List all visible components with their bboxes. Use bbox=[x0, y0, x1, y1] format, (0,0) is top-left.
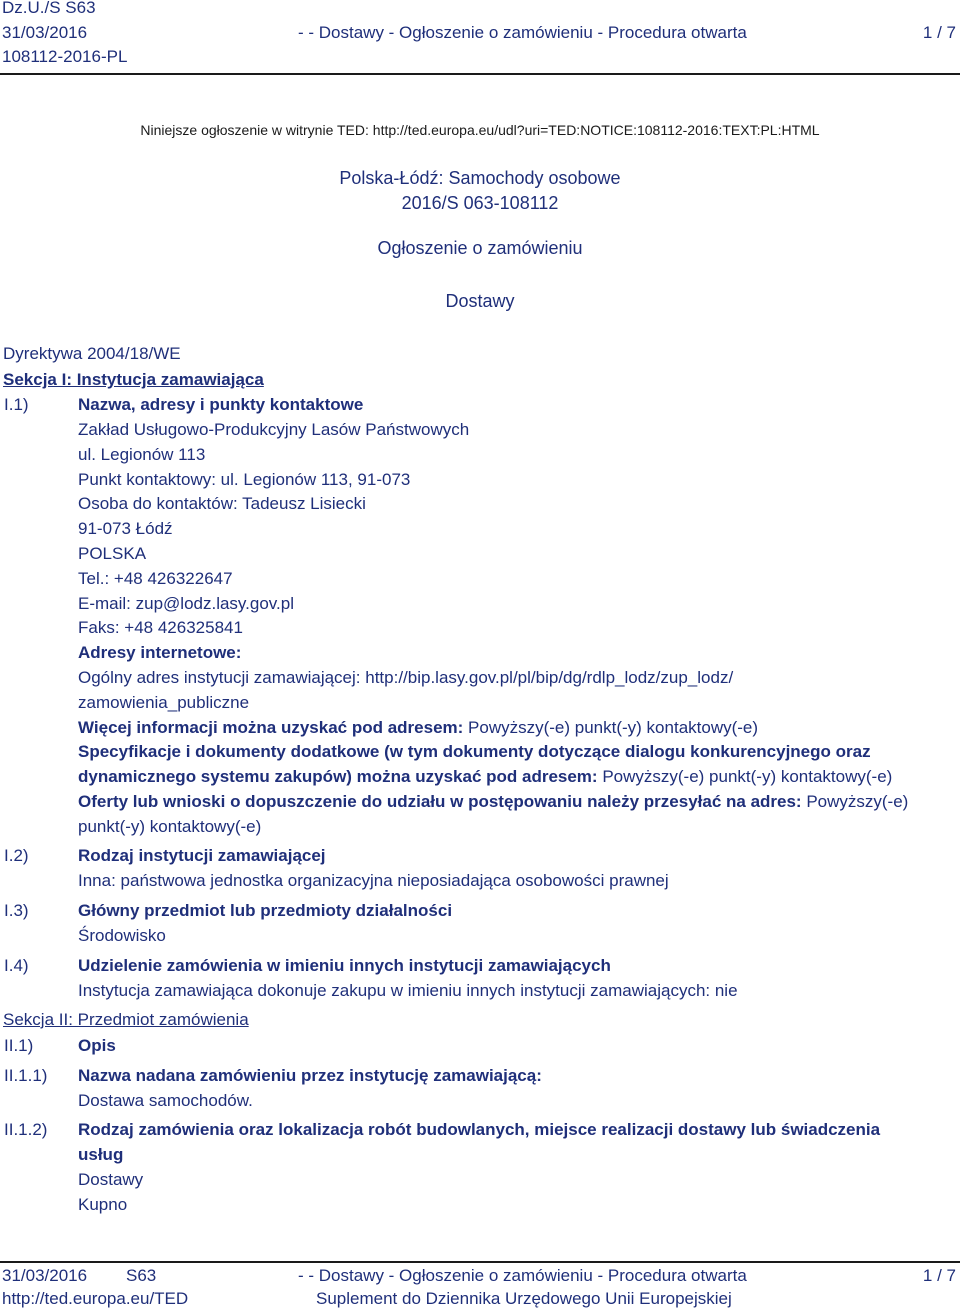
i3-value: Środowisko bbox=[78, 926, 166, 945]
ii1-title: Opis bbox=[78, 1036, 116, 1055]
footer-date: 31/03/2016 bbox=[2, 1266, 88, 1285]
street: ul. Legionów 113 bbox=[78, 445, 206, 464]
i4-title: Udzielenie zamówienia w imieniu innych instytucji zamawiających bbox=[78, 956, 611, 975]
i4-number: I.4) bbox=[4, 956, 29, 975]
ii12-number: II.1.2) bbox=[4, 1120, 48, 1139]
more-info-label: Więcej informacji można uzyskać pod adresem: bbox=[78, 718, 469, 737]
ii12-value-type: Dostawy bbox=[78, 1170, 144, 1189]
directive: Dyrektywa 2004/18/WE bbox=[3, 344, 181, 363]
i4-value: Instytucja zamawiająca dokonuje zakupu w imieniu innych instytucji zamawiających: nie bbox=[78, 981, 738, 1000]
footer-rule bbox=[0, 1261, 960, 1263]
i3-number: I.3) bbox=[4, 901, 29, 920]
email-link[interactable]: zup@lodz.lasy.gov.pl bbox=[135, 594, 294, 613]
notice-title: Polska-Łódź: Samochody osobowe bbox=[339, 168, 621, 188]
section-1-heading: Sekcja I: Instytucja zamawiająca bbox=[3, 370, 264, 389]
i2-value: Inna: państwowa jednostka organizacyjna nieposiadająca osobowości prawnej bbox=[78, 871, 669, 890]
offers-label: Oferty lub wnioski o dopuszczenie do udziału w postępowaniu należy przesyłać na adres: bbox=[78, 792, 807, 811]
general-address-link-cont[interactable]: zamowienia_publiczne bbox=[78, 693, 250, 712]
header-rule bbox=[0, 73, 960, 75]
general-address-link[interactable]: http://bip.lasy.gov.pl/pl/bip/dg/rdlp_lodz/zup_lodz/ bbox=[365, 668, 734, 687]
header-date: 31/03/2016 bbox=[2, 23, 88, 42]
i2-number: I.2) bbox=[4, 846, 29, 865]
email-row bbox=[78, 594, 294, 614]
i3-title: Główny przedmiot lub przedmioty działalności bbox=[78, 901, 453, 920]
notice-id: 108112-2016-PL bbox=[2, 47, 128, 66]
org-name: Zakład Usługowo-Produkcyjny Lasów Państwowych bbox=[78, 420, 470, 439]
spec-label-cont: dynamicznego systemu zakupów) można uzyskać pod adresem: bbox=[78, 767, 603, 786]
contact-point: Punkt kontaktowy: ul. Legionów 113, 91-073 bbox=[78, 470, 411, 489]
offers-row bbox=[78, 792, 908, 812]
more-info-value: Powyższy(-e) punkt(-y) kontaktowy(-e) bbox=[468, 718, 759, 737]
footer-title: - - Dostawy - Ogłoszenie o zamówieniu - Procedura otwarta bbox=[298, 1266, 747, 1285]
journal-ref: Dz.U./S S63 bbox=[2, 0, 96, 17]
country: POLSKA bbox=[78, 544, 147, 563]
email-label: E-mail: bbox=[78, 594, 136, 613]
general-address-row bbox=[78, 668, 733, 688]
footer-supplement: Suplement do Dziennika Urzędowego Unii Europejskiej bbox=[316, 1289, 732, 1308]
ii12-value-subtype: Kupno bbox=[78, 1195, 128, 1214]
telephone: Tel.: +48 426322647 bbox=[78, 569, 233, 588]
ii12-title-cont: usług bbox=[78, 1145, 124, 1164]
header-title: - - Dostawy - Ogłoszenie o zamówieniu - Procedura otwarta bbox=[298, 23, 747, 42]
ii11-number: II.1.1) bbox=[4, 1066, 48, 1085]
contact-person: Osoba do kontaktów: Tadeusz Lisiecki bbox=[78, 494, 366, 513]
notice-type: Ogłoszenie o zamówieniu bbox=[377, 238, 583, 258]
header-page: 1 / 7 bbox=[922, 23, 956, 42]
footer-page: 1 / 7 bbox=[922, 1266, 956, 1285]
more-info-row bbox=[78, 718, 758, 738]
city: 91-073 Łódź bbox=[78, 519, 173, 538]
notice-number: 2016/S 063-108112 bbox=[401, 193, 559, 213]
footer-url[interactable]: http://ted.europa.eu/TED bbox=[2, 1289, 189, 1308]
spec-row bbox=[78, 767, 892, 787]
spec-label: Specyfikacje i dokumenty dodatkowe (w tym dokumenty dotyczące dialogu konkurencyjnego oraz bbox=[78, 742, 871, 761]
footer-series: S63 bbox=[126, 1266, 157, 1285]
i1-title: Nazwa, adresy i punkty kontaktowe bbox=[78, 395, 364, 414]
ted-website-link[interactable]: Niniejsze ogłoszenie w witrynie TED: http://ted.europa.eu/udl?uri=TED:NOTICE:108112-2016:TEXT:PL:HTML bbox=[140, 122, 820, 138]
i2-title: Rodzaj instytucji zamawiającej bbox=[78, 846, 326, 865]
spec-value: Powyższy(-e) punkt(-y) kontaktowy(-e) bbox=[602, 767, 893, 786]
ii1-number: II.1) bbox=[4, 1036, 34, 1055]
internet-addresses-heading: Adresy internetowe: bbox=[78, 643, 242, 662]
section-2-heading: Sekcja II: Przedmiot zamówienia bbox=[3, 1010, 249, 1029]
ii11-title: Nazwa nadana zamówieniu przez instytucję zamawiającą: bbox=[78, 1066, 542, 1085]
offers-value-cont: punkt(-y) kontaktowy(-e) bbox=[78, 817, 262, 836]
contract-type: Dostawy bbox=[445, 291, 515, 311]
general-address-label: Ogólny adres instytucji zamawiającej: bbox=[78, 668, 366, 687]
fax: Faks: +48 426325841 bbox=[78, 618, 243, 637]
offers-value: Powyższy(-e) bbox=[806, 792, 909, 811]
ii11-value: Dostawa samochodów. bbox=[78, 1091, 253, 1110]
ii12-title: Rodzaj zamówienia oraz lokalizacja robót budowlanych, miejsce realizacji dostawy lub świadczenia bbox=[78, 1120, 881, 1139]
i1-number: I.1) bbox=[4, 395, 29, 414]
